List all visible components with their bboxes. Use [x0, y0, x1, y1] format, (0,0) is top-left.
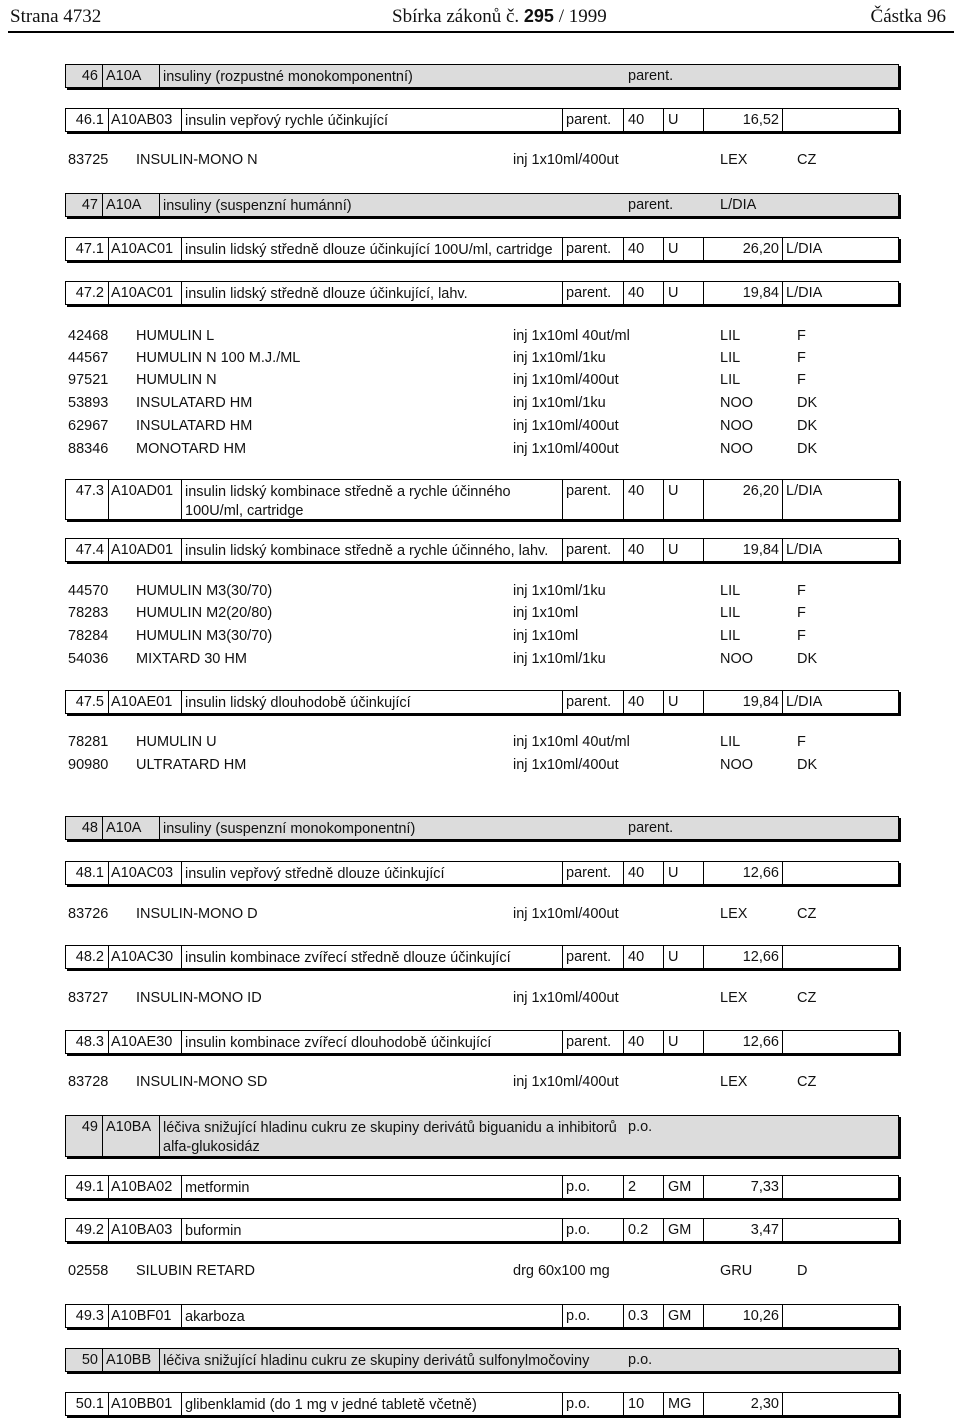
subgroup-number: 48.3 [75, 1034, 104, 1050]
indication: L/DIA [782, 480, 898, 519]
subgroup-number: 46.1 [75, 112, 104, 128]
product-row [0, 328, 960, 348]
route: parent. [562, 1031, 623, 1053]
product-name: MIXTARD 30 HM [136, 651, 247, 667]
product-code: 78283 [68, 605, 109, 621]
product-row [0, 372, 960, 392]
product-name: ULTRATARD HM [136, 757, 247, 773]
indication: L/DIA [782, 539, 898, 561]
atc-code: A10A [102, 194, 159, 216]
product-name: INSULIN-MONO N [136, 152, 258, 168]
subgroup-number: 47.3 [75, 483, 104, 499]
price: 19,84 [703, 282, 782, 304]
product-code: 83725 [68, 152, 109, 168]
country: F [797, 372, 806, 388]
indication [720, 817, 898, 839]
country: F [797, 350, 806, 366]
manufacturer: LEX [720, 990, 748, 1006]
indication [782, 109, 898, 131]
group-description: insuliny (rozpustné monokomponentní) [159, 65, 623, 87]
subgroup-row [65, 479, 899, 520]
product-row [0, 605, 960, 625]
subgroup-row [65, 1030, 899, 1054]
product-form: inj 1x10ml/400ut [513, 906, 619, 922]
unit: GM [663, 1219, 703, 1241]
subgroup-description: metformin [181, 1176, 562, 1198]
unit: GM [663, 1305, 703, 1327]
manufacturer: LEX [720, 152, 748, 168]
product-code: 53893 [68, 395, 109, 411]
atc-code: A10AC01 [108, 238, 181, 260]
route: parent. [562, 480, 623, 519]
price: 19,84 [703, 539, 782, 561]
route: parent. [562, 862, 623, 884]
unit: GM [663, 1176, 703, 1198]
group-row [65, 1348, 899, 1372]
product-form: drg 60x100 mg [513, 1263, 610, 1279]
manufacturer: NOO [720, 395, 754, 411]
price: 7,33 [703, 1176, 782, 1198]
price: 12,66 [703, 946, 782, 968]
product-code: 44570 [68, 583, 109, 599]
product-row [0, 152, 960, 172]
subgroup-row [65, 1175, 899, 1199]
subgroup-number: 49.2 [75, 1222, 104, 1238]
indication: L/DIA [782, 282, 898, 304]
route: parent. [628, 68, 674, 84]
product-row [0, 628, 960, 648]
country: F [797, 734, 806, 750]
group-row [65, 816, 899, 840]
country: DK [797, 441, 818, 457]
country: F [797, 583, 806, 599]
subgroup-row [65, 237, 899, 261]
group-row [65, 1115, 899, 1157]
product-form: inj 1x10ml 40ut/ml [513, 328, 630, 344]
atc-code: A10BA [102, 1116, 159, 1156]
subgroup-number: 49.1 [75, 1179, 104, 1195]
subgroup-description: insulin lidský středně dlouze účinkující, lahv. [181, 282, 562, 304]
indication [782, 1031, 898, 1053]
product-code: 78281 [68, 734, 109, 750]
product-code: 83727 [68, 990, 109, 1006]
group-description: léčiva snižující hladinu cukru ze skupiny derivátů sulfonylmočoviny [159, 1349, 623, 1371]
country: CZ [797, 990, 817, 1006]
page-number: Strana 4732 [10, 6, 102, 27]
route: parent. [562, 238, 623, 260]
collection-title: Sbírka zákonů č. 295 / 1999 [392, 6, 607, 27]
product-code: 44567 [68, 350, 109, 366]
manufacturer: LEX [720, 906, 748, 922]
product-name: INSULIN-MONO ID [136, 990, 262, 1006]
subgroup-row [65, 690, 899, 714]
indication [782, 1393, 898, 1415]
unit: U [663, 480, 703, 519]
dose: 0.3 [623, 1305, 663, 1327]
product-name: MONOTARD HM [136, 441, 247, 457]
group-description: insuliny (suspenzní monokomponentní) [159, 817, 623, 839]
subgroup-description: insulin lidský kombinace středně a rychle účinného, lahv. [181, 539, 562, 561]
country: DK [797, 395, 818, 411]
unit: U [663, 539, 703, 561]
atc-code: A10AC30 [108, 946, 181, 968]
atc-code: A10AC01 [108, 282, 181, 304]
product-name: HUMULIN N 100 M.J./ML [136, 350, 301, 366]
manufacturer: LIL [720, 583, 741, 599]
indication [720, 65, 898, 87]
product-row [0, 418, 960, 438]
product-form: inj 1x10ml/400ut [513, 372, 619, 388]
product-form: inj 1x10ml/1ku [513, 395, 606, 411]
group-row [65, 193, 899, 217]
price: 12,66 [703, 862, 782, 884]
subgroup-row [65, 108, 899, 132]
product-name: HUMULIN N [136, 372, 217, 388]
dose: 40 [623, 109, 663, 131]
route: parent. [562, 109, 623, 131]
dose: 40 [623, 946, 663, 968]
indication: L/DIA [720, 197, 757, 213]
manufacturer: LEX [720, 1074, 748, 1090]
product-code: 88346 [68, 441, 109, 457]
subgroup-description: insulin lidský středně dlouze účinkující 100U/ml, cartridge [181, 238, 562, 260]
route: p.o. [562, 1305, 623, 1327]
unit: U [663, 109, 703, 131]
group-row [65, 64, 899, 88]
product-name: HUMULIN M3(30/70) [136, 583, 273, 599]
product-form: inj 1x10ml/400ut [513, 418, 619, 434]
country: CZ [797, 152, 817, 168]
dose: 40 [623, 862, 663, 884]
atc-code: A10BA03 [108, 1219, 181, 1241]
unit: MG [663, 1393, 703, 1415]
dose: 2 [623, 1176, 663, 1198]
product-form: inj 1x10ml 40ut/ml [513, 734, 630, 750]
manufacturer: NOO [720, 757, 754, 773]
unit: U [663, 238, 703, 260]
manufacturer: LIL [720, 605, 741, 621]
product-name: INSULATARD HM [136, 418, 253, 434]
country: F [797, 605, 806, 621]
country: DK [797, 651, 818, 667]
route: parent. [562, 282, 623, 304]
subgroup-row [65, 538, 899, 562]
route: p.o. [628, 1352, 653, 1368]
subgroup-description: insulin vepřový rychle účinkující [181, 109, 562, 131]
route: parent. [562, 539, 623, 561]
product-row [0, 1263, 960, 1283]
price: 19,84 [703, 691, 782, 713]
country: CZ [797, 906, 817, 922]
route: p.o. [562, 1176, 623, 1198]
product-form: inj 1x10ml/400ut [513, 1074, 619, 1090]
product-form: inj 1x10ml [513, 628, 579, 644]
atc-code: A10BB [102, 1349, 159, 1371]
group-number: 46 [81, 68, 98, 84]
product-row [0, 651, 960, 671]
part-number: Částka 96 [870, 6, 946, 27]
atc-code: A10BF01 [108, 1305, 181, 1327]
price: 26,20 [703, 238, 782, 260]
product-code: 42468 [68, 328, 109, 344]
manufacturer: NOO [720, 651, 754, 667]
group-description: léčiva snižující hladinu cukru ze skupiny derivátů biguanidu a inhibitorů alfa-glukosidáz [159, 1116, 623, 1156]
subgroup-row [65, 1392, 899, 1416]
dose: 40 [623, 238, 663, 260]
subgroup-description: insulin kombinace zvířecí středně dlouze účinkující [181, 946, 562, 968]
dose: 40 [623, 1031, 663, 1053]
product-code: 54036 [68, 651, 109, 667]
subgroup-description: insulin kombinace zvířecí dlouhodobě účinkující [181, 1031, 562, 1053]
product-code: 78284 [68, 628, 109, 644]
subgroup-number: 48.2 [75, 949, 104, 965]
atc-code: A10AC03 [108, 862, 181, 884]
product-name: HUMULIN M2(20/80) [136, 605, 273, 621]
atc-code: A10BA02 [108, 1176, 181, 1198]
product-code: 83728 [68, 1074, 109, 1090]
product-name: INSULIN-MONO D [136, 906, 258, 922]
dose: 40 [623, 480, 663, 519]
price: 2,30 [703, 1393, 782, 1415]
group-number: 50 [81, 1352, 98, 1368]
indication [720, 1349, 898, 1371]
indication: L/DIA [782, 691, 898, 713]
atc-code: A10AE30 [108, 1031, 181, 1053]
country: D [797, 1263, 808, 1279]
manufacturer: LIL [720, 734, 741, 750]
indication [782, 1176, 898, 1198]
indication: L/DIA [782, 238, 898, 260]
product-row [0, 906, 960, 926]
atc-code: A10AE01 [108, 691, 181, 713]
atc-code: A10A [102, 65, 159, 87]
unit: U [663, 282, 703, 304]
product-row [0, 441, 960, 461]
product-form: inj 1x10ml [513, 605, 579, 621]
dose: 10 [623, 1393, 663, 1415]
product-row [0, 990, 960, 1010]
product-form: inj 1x10ml/1ku [513, 350, 606, 366]
route: parent. [562, 691, 623, 713]
product-row [0, 583, 960, 603]
subgroup-row [65, 1218, 899, 1242]
subgroup-row [65, 861, 899, 885]
product-form: inj 1x10ml/1ku [513, 651, 606, 667]
subgroup-number: 47.1 [75, 241, 104, 257]
product-form: inj 1x10ml/400ut [513, 441, 619, 457]
product-name: HUMULIN M3(30/70) [136, 628, 273, 644]
subgroup-number: 47.2 [75, 285, 104, 301]
subgroup-description: insulin lidský dlouhodobě účinkující [181, 691, 562, 713]
atc-code: A10AD01 [108, 539, 181, 561]
group-description: insuliny (suspenzní humánní) [159, 194, 623, 216]
subgroup-number: 48.1 [75, 865, 104, 881]
product-name: HUMULIN U [136, 734, 217, 750]
route: parent. [628, 820, 674, 836]
subgroup-row [65, 281, 899, 305]
subgroup-number: 47.4 [75, 542, 104, 558]
indication [720, 1116, 898, 1156]
route: parent. [562, 946, 623, 968]
atc-code: A10A [102, 817, 159, 839]
subgroup-number: 50.1 [75, 1396, 104, 1412]
atc-code: A10AB03 [108, 109, 181, 131]
price: 26,20 [703, 480, 782, 519]
price: 16,52 [703, 109, 782, 131]
indication [782, 946, 898, 968]
dose: 40 [623, 539, 663, 561]
manufacturer: LIL [720, 628, 741, 644]
country: F [797, 628, 806, 644]
unit: U [663, 1031, 703, 1053]
country: DK [797, 418, 818, 434]
price: 10,26 [703, 1305, 782, 1327]
unit: U [663, 862, 703, 884]
manufacturer: NOO [720, 418, 754, 434]
product-code: 90980 [68, 757, 109, 773]
product-code: 62967 [68, 418, 109, 434]
product-code: 02558 [68, 1263, 109, 1279]
product-row [0, 734, 960, 754]
group-number: 48 [81, 820, 98, 836]
subgroup-description: akarboza [181, 1305, 562, 1327]
route: parent. [628, 197, 674, 213]
subgroup-description: buformin [181, 1219, 562, 1241]
group-number: 49 [81, 1119, 98, 1135]
subgroup-description: insulin lidský kombinace středně a rychle účinného 100U/ml, cartridge [181, 480, 562, 519]
product-code: 97521 [68, 372, 109, 388]
country: DK [797, 757, 818, 773]
dose: 40 [623, 691, 663, 713]
route: p.o. [628, 1119, 653, 1135]
indication [782, 862, 898, 884]
unit: U [663, 691, 703, 713]
subgroup-number: 47.5 [75, 694, 104, 710]
manufacturer: LIL [720, 372, 741, 388]
country: F [797, 328, 806, 344]
dose: 0.2 [623, 1219, 663, 1241]
price: 12,66 [703, 1031, 782, 1053]
product-form: inj 1x10ml/400ut [513, 990, 619, 1006]
product-row [0, 350, 960, 370]
product-name: INSULIN-MONO SD [136, 1074, 268, 1090]
country: CZ [797, 1074, 817, 1090]
product-name: SILUBIN RETARD [136, 1263, 255, 1279]
manufacturer: GRU [720, 1263, 753, 1279]
product-row [0, 757, 960, 777]
product-code: 83726 [68, 906, 109, 922]
product-row [0, 395, 960, 415]
atc-code: A10BB01 [108, 1393, 181, 1415]
manufacturer: LIL [720, 350, 741, 366]
group-number: 47 [81, 197, 98, 213]
product-name: HUMULIN L [136, 328, 215, 344]
product-form: inj 1x10ml/400ut [513, 152, 619, 168]
product-row [0, 1074, 960, 1094]
unit: U [663, 946, 703, 968]
subgroup-number: 49.3 [75, 1308, 104, 1324]
indication [782, 1219, 898, 1241]
dose: 40 [623, 282, 663, 304]
indication [782, 1305, 898, 1327]
route: p.o. [562, 1219, 623, 1241]
subgroup-description: glibenklamid (do 1 mg v jedné tabletě včetně) [181, 1393, 562, 1415]
header-rule [8, 31, 954, 33]
subgroup-row [65, 945, 899, 969]
manufacturer: NOO [720, 441, 754, 457]
product-name: INSULATARD HM [136, 395, 253, 411]
manufacturer: LIL [720, 328, 741, 344]
product-form: inj 1x10ml/400ut [513, 757, 619, 773]
atc-code: A10AD01 [108, 480, 181, 519]
price: 3,47 [703, 1219, 782, 1241]
subgroup-row [65, 1304, 899, 1328]
product-form: inj 1x10ml/1ku [513, 583, 606, 599]
route: p.o. [562, 1393, 623, 1415]
subgroup-description: insulin vepřový středně dlouze účinkující [181, 862, 562, 884]
